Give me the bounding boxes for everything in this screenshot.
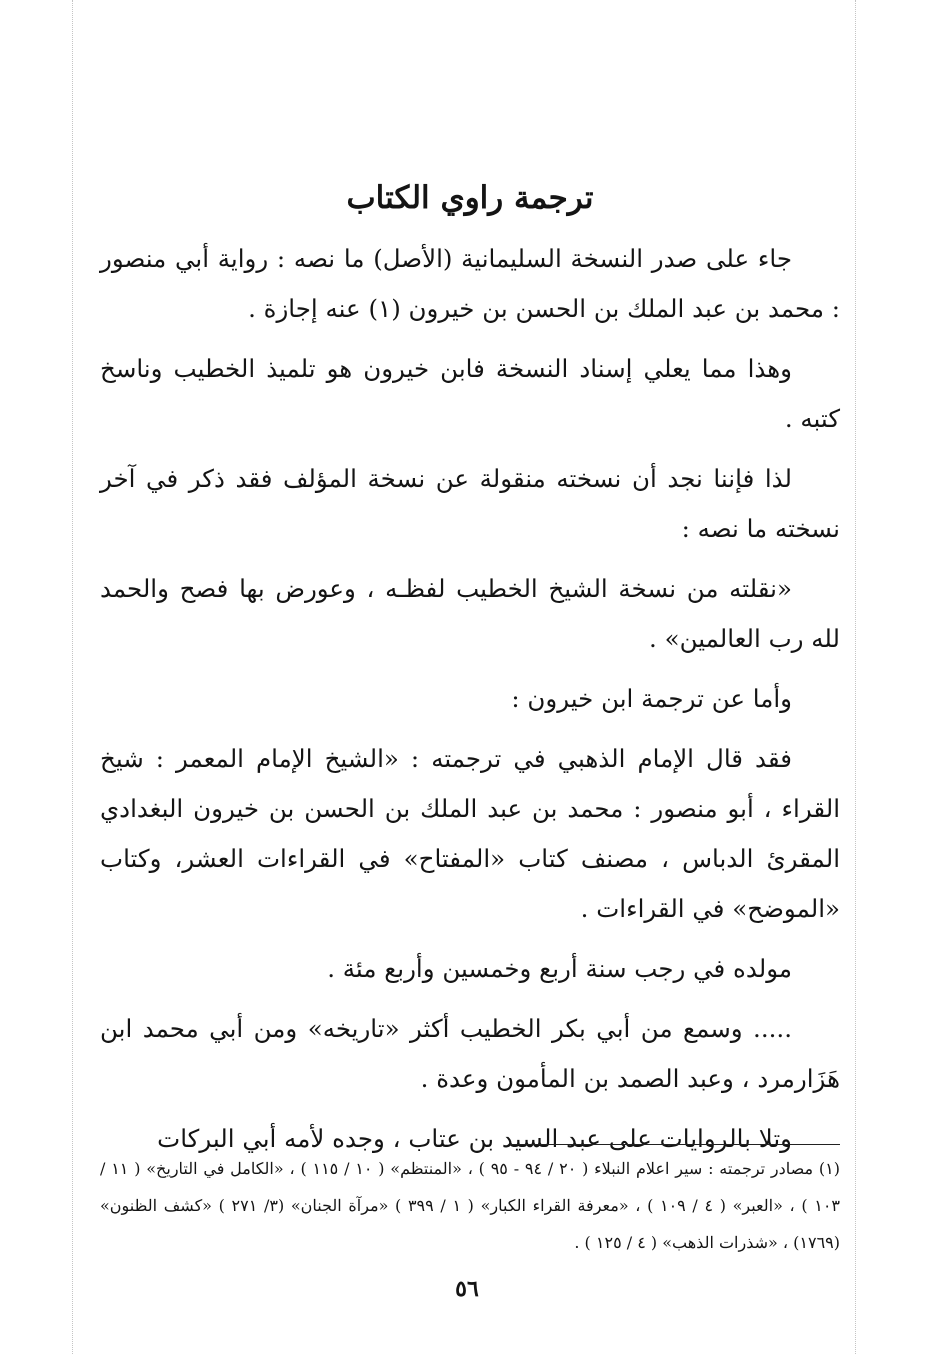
page-body bbox=[100, 168, 840, 1174]
scan-guide-line bbox=[72, 0, 73, 1354]
page-number: ٥٦ bbox=[455, 1276, 479, 1302]
paragraph-2: وهذا مما يعلي إسناد النسخة فابن خيرون هو تلميذ الخطيب وناسخ كتبه . bbox=[100, 354, 840, 433]
paragraph-9: وتلا بالروايات على عبد السيد بن عتاب ، وجده لأمه أبي البركات bbox=[157, 1124, 792, 1153]
footnote-separator bbox=[510, 1144, 840, 1145]
paragraph-8: ..... وسمع من أبي بكر الخطيب أكثر «تاريخه» ومن أبي محمد ابن هَزَارمرد ، وعبد الصمد بن المأمون وعدة . bbox=[100, 1014, 840, 1093]
page-title: ترجمة راوي الكتاب bbox=[346, 180, 594, 216]
paragraph-5: وأما عن ترجمة ابن خيرون : bbox=[511, 684, 792, 713]
paragraph-7: مولده في رجب سنة أربع وخمسين وأربع مئة . bbox=[327, 954, 792, 983]
paragraph-1: جاء على صدر النسخة السليمانية (الأصل) ما نصه : رواية أبي منصور : محمد بن عبد الملك بن الحسن بن خيرون (١) عنه إجازة . bbox=[100, 244, 840, 323]
footnote: (١) مصادر ترجمته : سير اعلام النبلاء ( ٢٠ / ٩٤ - ٩٥ ) ، «المنتظم» ( ١٠ / ١١٥ ) ، «الكامل في التاريخ» ( ١١ / ١٠٣ ) ، «العبر» ( ٤ / ١٠٩ ) ، «معرفة القراء الكبار» ( ١ / ٣٩٩ ) «مرآة الجنان» (٣/ ٢٧١ ) «كشف الظنون» (١٧٦٩) ، «شذرات الذهب» ( ٤ / ١٢٥ ) . bbox=[100, 1159, 841, 1252]
paragraph-6: فقد قال الإمام الذهبي في ترجمته : «الشيخ الإمام المعمر : شيخ القراء ، أبو منصور : محمد بن عبد الملك بن الحسن بن خيرون البغدادي المقرئ الدباس ، مصنف كتاب «المفتاح» في القراءات العشر، وكتاب «الموضح» في القراءات . bbox=[100, 744, 840, 923]
paragraph-4: «نقلته من نسخة الشيخ الخطيب لفظـه ، وعورض بها فصح والحمد لله رب العالمين» . bbox=[100, 574, 840, 653]
paragraph-3: لذا فإننا نجد أن نسخته منقولة عن نسخة المؤلف فقد ذكر في آخر نسخته ما نصه : bbox=[100, 464, 840, 543]
scan-guide-line bbox=[855, 0, 856, 1354]
